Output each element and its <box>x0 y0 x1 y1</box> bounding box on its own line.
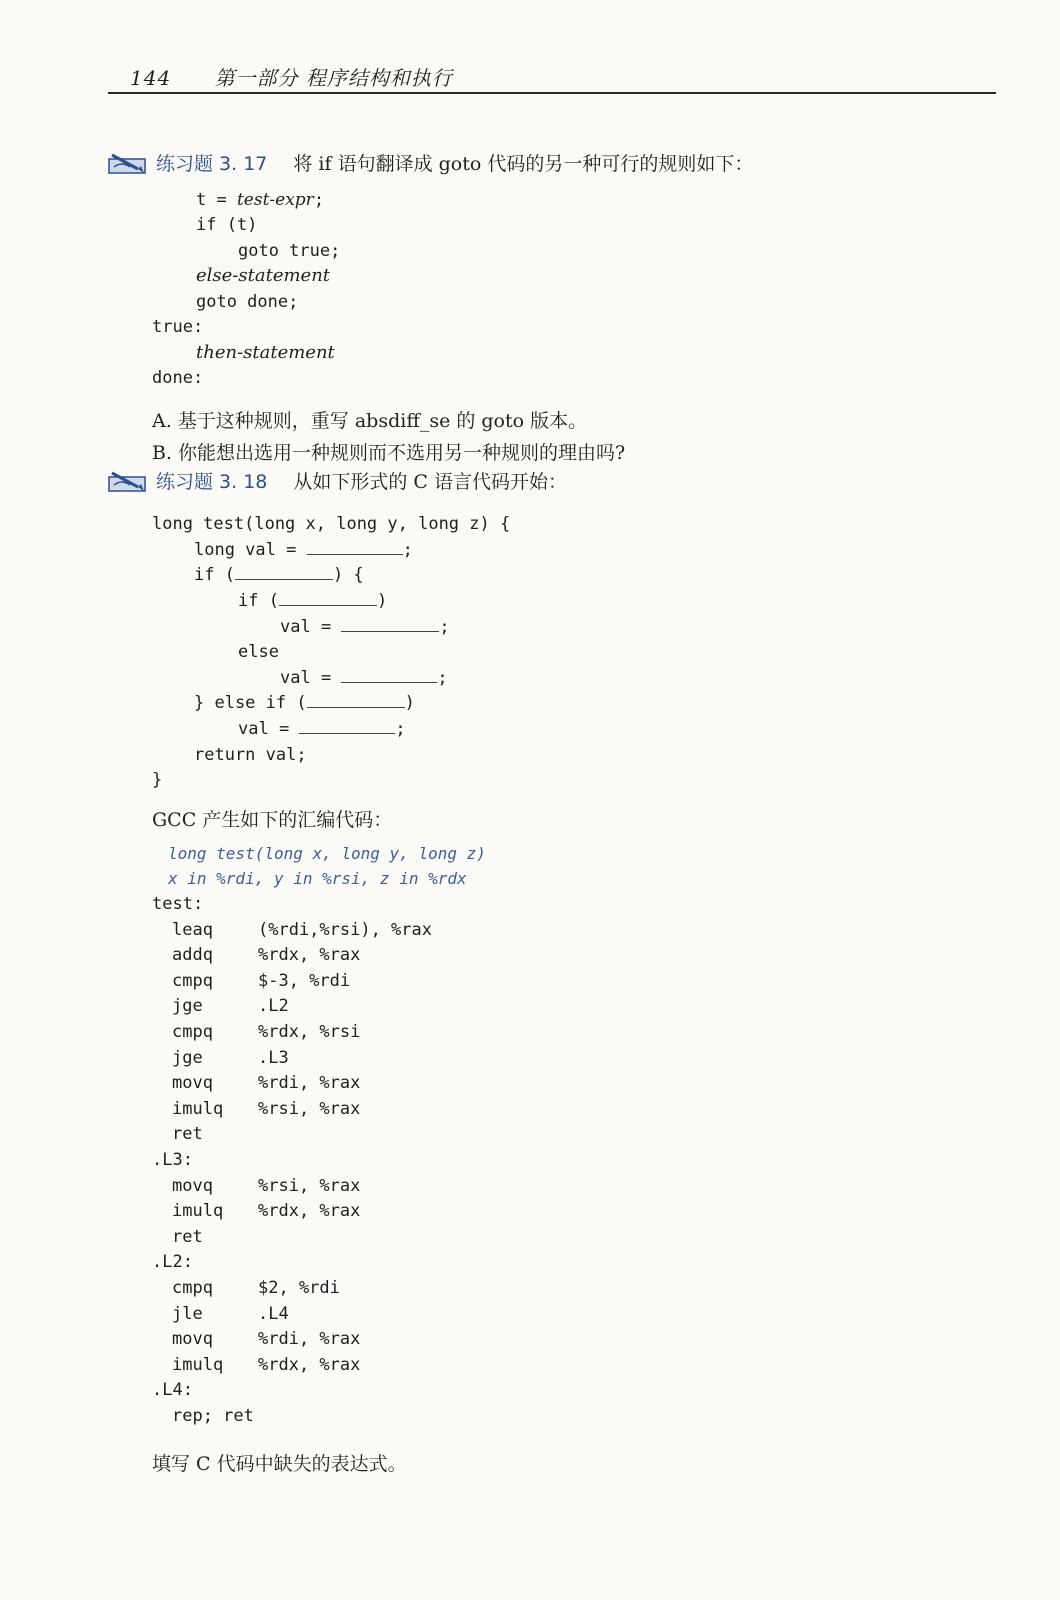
page-header <box>130 62 453 91</box>
asm-operands: $-3, %rdi <box>258 971 351 991</box>
blank-field <box>307 693 405 708</box>
asm-opcode: cmpq <box>172 971 213 991</box>
asm-opcode: addq <box>172 945 213 965</box>
question-a: A. 基于这种规则，重写 absdiff_se 的 goto 版本。 <box>152 410 588 432</box>
fill-instruction: 填写 C 代码中缺失的表达式。 <box>152 1453 407 1475</box>
asm-opcode: jle <box>172 1304 203 1324</box>
code-line: t = test-expr; <box>196 190 325 210</box>
code-line: if (t) <box>196 215 258 235</box>
asm-opcode: rep; ret <box>172 1406 254 1426</box>
asm-opcode: movq <box>172 1176 213 1196</box>
exercise-label: 练习题 3. 17 <box>156 152 268 175</box>
blank-field <box>299 719 395 734</box>
exercise-pencil-icon <box>108 467 148 493</box>
asm-opcode: leaq <box>172 920 213 940</box>
blank-field <box>235 565 333 580</box>
blank-field <box>341 668 437 683</box>
c-code-line: long test(long x, long y, long z) { <box>152 514 511 534</box>
asm-opcode: movq <box>172 1073 213 1093</box>
code-line: else-statement <box>196 265 331 286</box>
exercise-label: 练习题 3. 18 <box>156 470 268 493</box>
asm-operands: %rsi, %rax <box>258 1176 361 1196</box>
c-code-line: val = ; <box>280 668 448 688</box>
blank-field <box>341 617 439 632</box>
exercise-3-18-heading <box>108 466 567 494</box>
asm-operands: %rdx, %rax <box>258 945 361 965</box>
exercise-text: 从如下形式的 C 语言代码开始： <box>293 470 568 493</box>
asm-operands: .L4 <box>258 1304 289 1324</box>
code-line: then-statement <box>196 342 335 363</box>
c-code-line: long val = ; <box>194 540 413 560</box>
gcc-text: GCC 产生如下的汇编代码： <box>152 809 393 831</box>
header-rule <box>108 92 996 94</box>
asm-opcode: jge <box>172 996 203 1016</box>
asm-opcode: imulq <box>172 1201 224 1221</box>
code-line: done: <box>152 368 204 388</box>
asm-operands: %rdi, %rax <box>258 1329 361 1349</box>
asm-operands: %rdx, %rax <box>258 1355 361 1375</box>
asm-operands: %rsi, %rax <box>258 1099 361 1119</box>
asm-operands: %rdi, %rax <box>258 1073 361 1093</box>
exercise-text: 将 if 语句翻译成 goto 代码的另一种可行的规则如下： <box>293 152 754 175</box>
asm-label: test: <box>152 894 204 914</box>
c-code-line: if ( ) <box>238 591 388 611</box>
question-b: B. 你能想出选用一种规则而不选用另一种规则的理由吗? <box>152 442 626 464</box>
asm-operands: .L2 <box>258 996 289 1016</box>
code-line: goto done; <box>196 292 299 312</box>
asm-operands: .L3 <box>258 1048 289 1068</box>
asm-opcode: imulq <box>172 1099 224 1119</box>
c-code-line: val = ; <box>280 617 450 637</box>
code-line: true: <box>152 317 204 337</box>
c-code-line: return val; <box>194 745 307 765</box>
asm-opcode: cmpq <box>172 1022 213 1042</box>
asm-operands: (%rdi,%rsi), %rax <box>258 920 432 940</box>
exercise-3-17-heading <box>108 148 753 176</box>
page-number: 144 <box>130 66 172 90</box>
code-line: goto true; <box>238 241 341 261</box>
exercise-pencil-icon <box>108 149 148 175</box>
asm-opcode: ret <box>172 1124 203 1144</box>
asm-opcode: imulq <box>172 1355 224 1375</box>
asm-label: .L4: <box>152 1380 193 1400</box>
asm-opcode: cmpq <box>172 1278 213 1298</box>
asm-operands: $2, %rdi <box>258 1278 340 1298</box>
asm-opcode: movq <box>172 1329 213 1349</box>
asm-label: .L3: <box>152 1150 193 1170</box>
asm-operands: %rdx, %rsi <box>258 1022 361 1042</box>
c-code-line: else <box>238 642 279 662</box>
asm-operands: %rdx, %rax <box>258 1201 361 1221</box>
asm-opcode: jge <box>172 1048 203 1068</box>
c-code-line: } <box>152 770 163 790</box>
asm-comment: x in %rdi, y in %rsi, z in %rdx <box>168 869 467 888</box>
blank-field <box>279 591 377 606</box>
blank-field <box>307 540 403 555</box>
asm-opcode: ret <box>172 1227 203 1247</box>
c-code-line: } else if ( ) <box>194 693 415 713</box>
asm-comment: long test(long x, long y, long z) <box>168 844 486 863</box>
chapter-title: 第一部分 程序结构和执行 <box>214 66 453 90</box>
c-code-line: if ( ) { <box>194 565 364 585</box>
c-code-line: val = ; <box>238 719 406 739</box>
asm-label: .L2: <box>152 1252 193 1272</box>
